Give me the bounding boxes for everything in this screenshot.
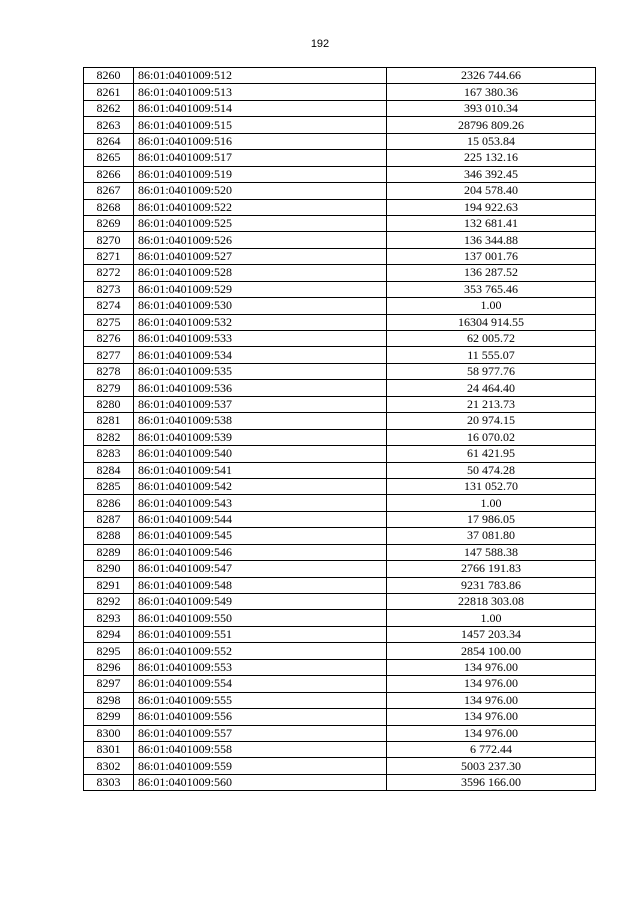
cadastral-number-cell: 86:01:0401009:543 xyxy=(134,495,387,511)
table-row xyxy=(84,331,596,347)
row-number-cell: 8287 xyxy=(84,511,134,527)
cadastral-number-cell: 86:01:0401009:513 xyxy=(134,84,387,100)
cadastral-number-cell: 86:01:0401009:549 xyxy=(134,594,387,610)
cadastral-number-cell: 86:01:0401009:537 xyxy=(134,396,387,412)
cadastral-value-cell: 204 578.40 xyxy=(387,183,596,199)
cadastral-number-cell: 86:01:0401009:517 xyxy=(134,150,387,166)
cadastral-number-cell: 86:01:0401009:528 xyxy=(134,265,387,281)
table-row xyxy=(84,265,596,281)
table-row xyxy=(84,659,596,675)
table-row xyxy=(84,248,596,264)
row-number-cell: 8278 xyxy=(84,363,134,379)
cadastral-number-cell: 86:01:0401009:544 xyxy=(134,511,387,527)
cadastral-value-cell: 134 976.00 xyxy=(387,659,596,675)
table-row xyxy=(84,528,596,544)
table-row xyxy=(84,380,596,396)
cadastral-number-cell: 86:01:0401009:557 xyxy=(134,725,387,741)
cadastral-number-cell: 86:01:0401009:522 xyxy=(134,199,387,215)
cadastral-value-table xyxy=(83,67,596,791)
cadastral-value-cell: 61 421.95 xyxy=(387,446,596,462)
row-number-cell: 8264 xyxy=(84,133,134,149)
table-row xyxy=(84,561,596,577)
page-number: 192 xyxy=(310,38,330,50)
table-row xyxy=(84,462,596,478)
table-row xyxy=(84,68,596,84)
table-row xyxy=(84,133,596,149)
row-number-cell: 8291 xyxy=(84,577,134,593)
cadastral-number-cell: 86:01:0401009:545 xyxy=(134,528,387,544)
cadastral-number-cell: 86:01:0401009:554 xyxy=(134,676,387,692)
cadastral-number-cell: 86:01:0401009:525 xyxy=(134,215,387,231)
cadastral-number-cell: 86:01:0401009:532 xyxy=(134,314,387,330)
row-number-cell: 8275 xyxy=(84,314,134,330)
cadastral-number-cell: 86:01:0401009:548 xyxy=(134,577,387,593)
cadastral-number-cell: 86:01:0401009:553 xyxy=(134,659,387,675)
cadastral-value-cell: 62 005.72 xyxy=(387,331,596,347)
cadastral-value-cell: 2766 191.83 xyxy=(387,561,596,577)
cadastral-value-cell: 353 765.46 xyxy=(387,281,596,297)
cadastral-value-cell: 167 380.36 xyxy=(387,84,596,100)
cadastral-number-cell: 86:01:0401009:551 xyxy=(134,626,387,642)
row-number-cell: 8281 xyxy=(84,413,134,429)
row-number-cell: 8297 xyxy=(84,676,134,692)
cadastral-value-cell: 346 392.45 xyxy=(387,166,596,182)
table-row xyxy=(84,446,596,462)
cadastral-value-cell: 131 052.70 xyxy=(387,478,596,494)
cadastral-number-cell: 86:01:0401009:514 xyxy=(134,100,387,116)
cadastral-value-cell: 22818 303.08 xyxy=(387,594,596,610)
table-row xyxy=(84,84,596,100)
cadastral-value-cell: 136 344.88 xyxy=(387,232,596,248)
table-row xyxy=(84,544,596,560)
table-row xyxy=(84,495,596,511)
row-number-cell: 8260 xyxy=(84,68,134,84)
table-row xyxy=(84,429,596,445)
cadastral-value-cell: 132 681.41 xyxy=(387,215,596,231)
table-row xyxy=(84,643,596,659)
row-number-cell: 8286 xyxy=(84,495,134,511)
table-row xyxy=(84,215,596,231)
cadastral-value-cell: 20 974.15 xyxy=(387,413,596,429)
cadastral-value-cell: 6 772.44 xyxy=(387,741,596,757)
table-row xyxy=(84,100,596,116)
table-row xyxy=(84,363,596,379)
row-number-cell: 8266 xyxy=(84,166,134,182)
cadastral-value-cell: 21 213.73 xyxy=(387,396,596,412)
row-number-cell: 8285 xyxy=(84,478,134,494)
cadastral-number-cell: 86:01:0401009:547 xyxy=(134,561,387,577)
cadastral-number-cell: 86:01:0401009:527 xyxy=(134,248,387,264)
cadastral-number-cell: 86:01:0401009:515 xyxy=(134,117,387,133)
row-number-cell: 8267 xyxy=(84,183,134,199)
cadastral-value-cell: 28796 809.26 xyxy=(387,117,596,133)
table-row xyxy=(84,692,596,708)
cadastral-number-cell: 86:01:0401009:526 xyxy=(134,232,387,248)
cadastral-value-cell: 16304 914.55 xyxy=(387,314,596,330)
row-number-cell: 8296 xyxy=(84,659,134,675)
row-number-cell: 8262 xyxy=(84,100,134,116)
table-row xyxy=(84,709,596,725)
cadastral-number-cell: 86:01:0401009:555 xyxy=(134,692,387,708)
cadastral-value-cell: 393 010.34 xyxy=(387,100,596,116)
table-row xyxy=(84,511,596,527)
table-row xyxy=(84,413,596,429)
row-number-cell: 8269 xyxy=(84,215,134,231)
cadastral-value-cell: 137 001.76 xyxy=(387,248,596,264)
cadastral-number-cell: 86:01:0401009:538 xyxy=(134,413,387,429)
row-number-cell: 8280 xyxy=(84,396,134,412)
cadastral-number-cell: 86:01:0401009:536 xyxy=(134,380,387,396)
cadastral-value-cell: 1.00 xyxy=(387,298,596,314)
row-number-cell: 8271 xyxy=(84,248,134,264)
cadastral-number-cell: 86:01:0401009:556 xyxy=(134,709,387,725)
cadastral-value-cell: 2326 744.66 xyxy=(387,68,596,84)
row-number-cell: 8276 xyxy=(84,331,134,347)
table-row xyxy=(84,610,596,626)
row-number-cell: 8300 xyxy=(84,725,134,741)
cadastral-number-cell: 86:01:0401009:512 xyxy=(134,68,387,84)
cadastral-value-cell: 225 132.16 xyxy=(387,150,596,166)
table-row xyxy=(84,150,596,166)
cadastral-value-cell: 134 976.00 xyxy=(387,692,596,708)
cadastral-number-cell: 86:01:0401009:529 xyxy=(134,281,387,297)
cadastral-value-cell: 5003 237.30 xyxy=(387,758,596,774)
row-number-cell: 8303 xyxy=(84,774,134,790)
cadastral-value-cell: 9231 783.86 xyxy=(387,577,596,593)
cadastral-value-cell: 1.00 xyxy=(387,610,596,626)
cadastral-value-cell: 2854 100.00 xyxy=(387,643,596,659)
cadastral-number-cell: 86:01:0401009:530 xyxy=(134,298,387,314)
cadastral-number-cell: 86:01:0401009:519 xyxy=(134,166,387,182)
row-number-cell: 8283 xyxy=(84,446,134,462)
cadastral-value-cell: 134 976.00 xyxy=(387,709,596,725)
cadastral-value-cell: 16 070.02 xyxy=(387,429,596,445)
cadastral-number-cell: 86:01:0401009:550 xyxy=(134,610,387,626)
cadastral-number-cell: 86:01:0401009:535 xyxy=(134,363,387,379)
row-number-cell: 8298 xyxy=(84,692,134,708)
row-number-cell: 8277 xyxy=(84,347,134,363)
cadastral-number-cell: 86:01:0401009:516 xyxy=(134,133,387,149)
row-number-cell: 8274 xyxy=(84,298,134,314)
row-number-cell: 8295 xyxy=(84,643,134,659)
cadastral-number-cell: 86:01:0401009:534 xyxy=(134,347,387,363)
row-number-cell: 8272 xyxy=(84,265,134,281)
row-number-cell: 8294 xyxy=(84,626,134,642)
table-row xyxy=(84,626,596,642)
row-number-cell: 8301 xyxy=(84,741,134,757)
cadastral-value-cell: 1.00 xyxy=(387,495,596,511)
cadastral-number-cell: 86:01:0401009:542 xyxy=(134,478,387,494)
row-number-cell: 8302 xyxy=(84,758,134,774)
row-number-cell: 8261 xyxy=(84,84,134,100)
table-row xyxy=(84,166,596,182)
table-body xyxy=(84,68,596,791)
row-number-cell: 8273 xyxy=(84,281,134,297)
cadastral-number-cell: 86:01:0401009:539 xyxy=(134,429,387,445)
cadastral-number-cell: 86:01:0401009:541 xyxy=(134,462,387,478)
table-row xyxy=(84,774,596,790)
cadastral-number-cell: 86:01:0401009:520 xyxy=(134,183,387,199)
cadastral-value-cell: 194 922.63 xyxy=(387,199,596,215)
table-row xyxy=(84,676,596,692)
row-number-cell: 8279 xyxy=(84,380,134,396)
table-row xyxy=(84,298,596,314)
row-number-cell: 8289 xyxy=(84,544,134,560)
cadastral-number-cell: 86:01:0401009:560 xyxy=(134,774,387,790)
row-number-cell: 8263 xyxy=(84,117,134,133)
cadastral-value-cell: 58 977.76 xyxy=(387,363,596,379)
row-number-cell: 8290 xyxy=(84,561,134,577)
cadastral-number-cell: 86:01:0401009:552 xyxy=(134,643,387,659)
row-number-cell: 8288 xyxy=(84,528,134,544)
table-row xyxy=(84,232,596,248)
row-number-cell: 8284 xyxy=(84,462,134,478)
table-row xyxy=(84,314,596,330)
cadastral-value-cell: 15 053.84 xyxy=(387,133,596,149)
cadastral-value-cell: 24 464.40 xyxy=(387,380,596,396)
table-row xyxy=(84,758,596,774)
cadastral-value-cell: 136 287.52 xyxy=(387,265,596,281)
table-row xyxy=(84,594,596,610)
table-row xyxy=(84,478,596,494)
cadastral-number-cell: 86:01:0401009:540 xyxy=(134,446,387,462)
table-row xyxy=(84,396,596,412)
cadastral-number-cell: 86:01:0401009:533 xyxy=(134,331,387,347)
row-number-cell: 8299 xyxy=(84,709,134,725)
table-row xyxy=(84,117,596,133)
cadastral-value-cell: 11 555.07 xyxy=(387,347,596,363)
row-number-cell: 8265 xyxy=(84,150,134,166)
cadastral-number-cell: 86:01:0401009:558 xyxy=(134,741,387,757)
cadastral-number-cell: 86:01:0401009:546 xyxy=(134,544,387,560)
table-row xyxy=(84,725,596,741)
cadastral-value-cell: 3596 166.00 xyxy=(387,774,596,790)
row-number-cell: 8270 xyxy=(84,232,134,248)
row-number-cell: 8268 xyxy=(84,199,134,215)
table-row xyxy=(84,199,596,215)
table-row xyxy=(84,347,596,363)
table-row xyxy=(84,183,596,199)
row-number-cell: 8293 xyxy=(84,610,134,626)
row-number-cell: 8282 xyxy=(84,429,134,445)
table-row xyxy=(84,577,596,593)
cadastral-value-cell: 37 081.80 xyxy=(387,528,596,544)
cadastral-value-cell: 1457 203.34 xyxy=(387,626,596,642)
row-number-cell: 8292 xyxy=(84,594,134,610)
table-row xyxy=(84,741,596,757)
cadastral-value-cell: 147 588.38 xyxy=(387,544,596,560)
cadastral-value-cell: 134 976.00 xyxy=(387,725,596,741)
table-row xyxy=(84,281,596,297)
cadastral-value-cell: 134 976.00 xyxy=(387,676,596,692)
cadastral-value-cell: 17 986.05 xyxy=(387,511,596,527)
cadastral-value-cell: 50 474.28 xyxy=(387,462,596,478)
cadastral-number-cell: 86:01:0401009:559 xyxy=(134,758,387,774)
